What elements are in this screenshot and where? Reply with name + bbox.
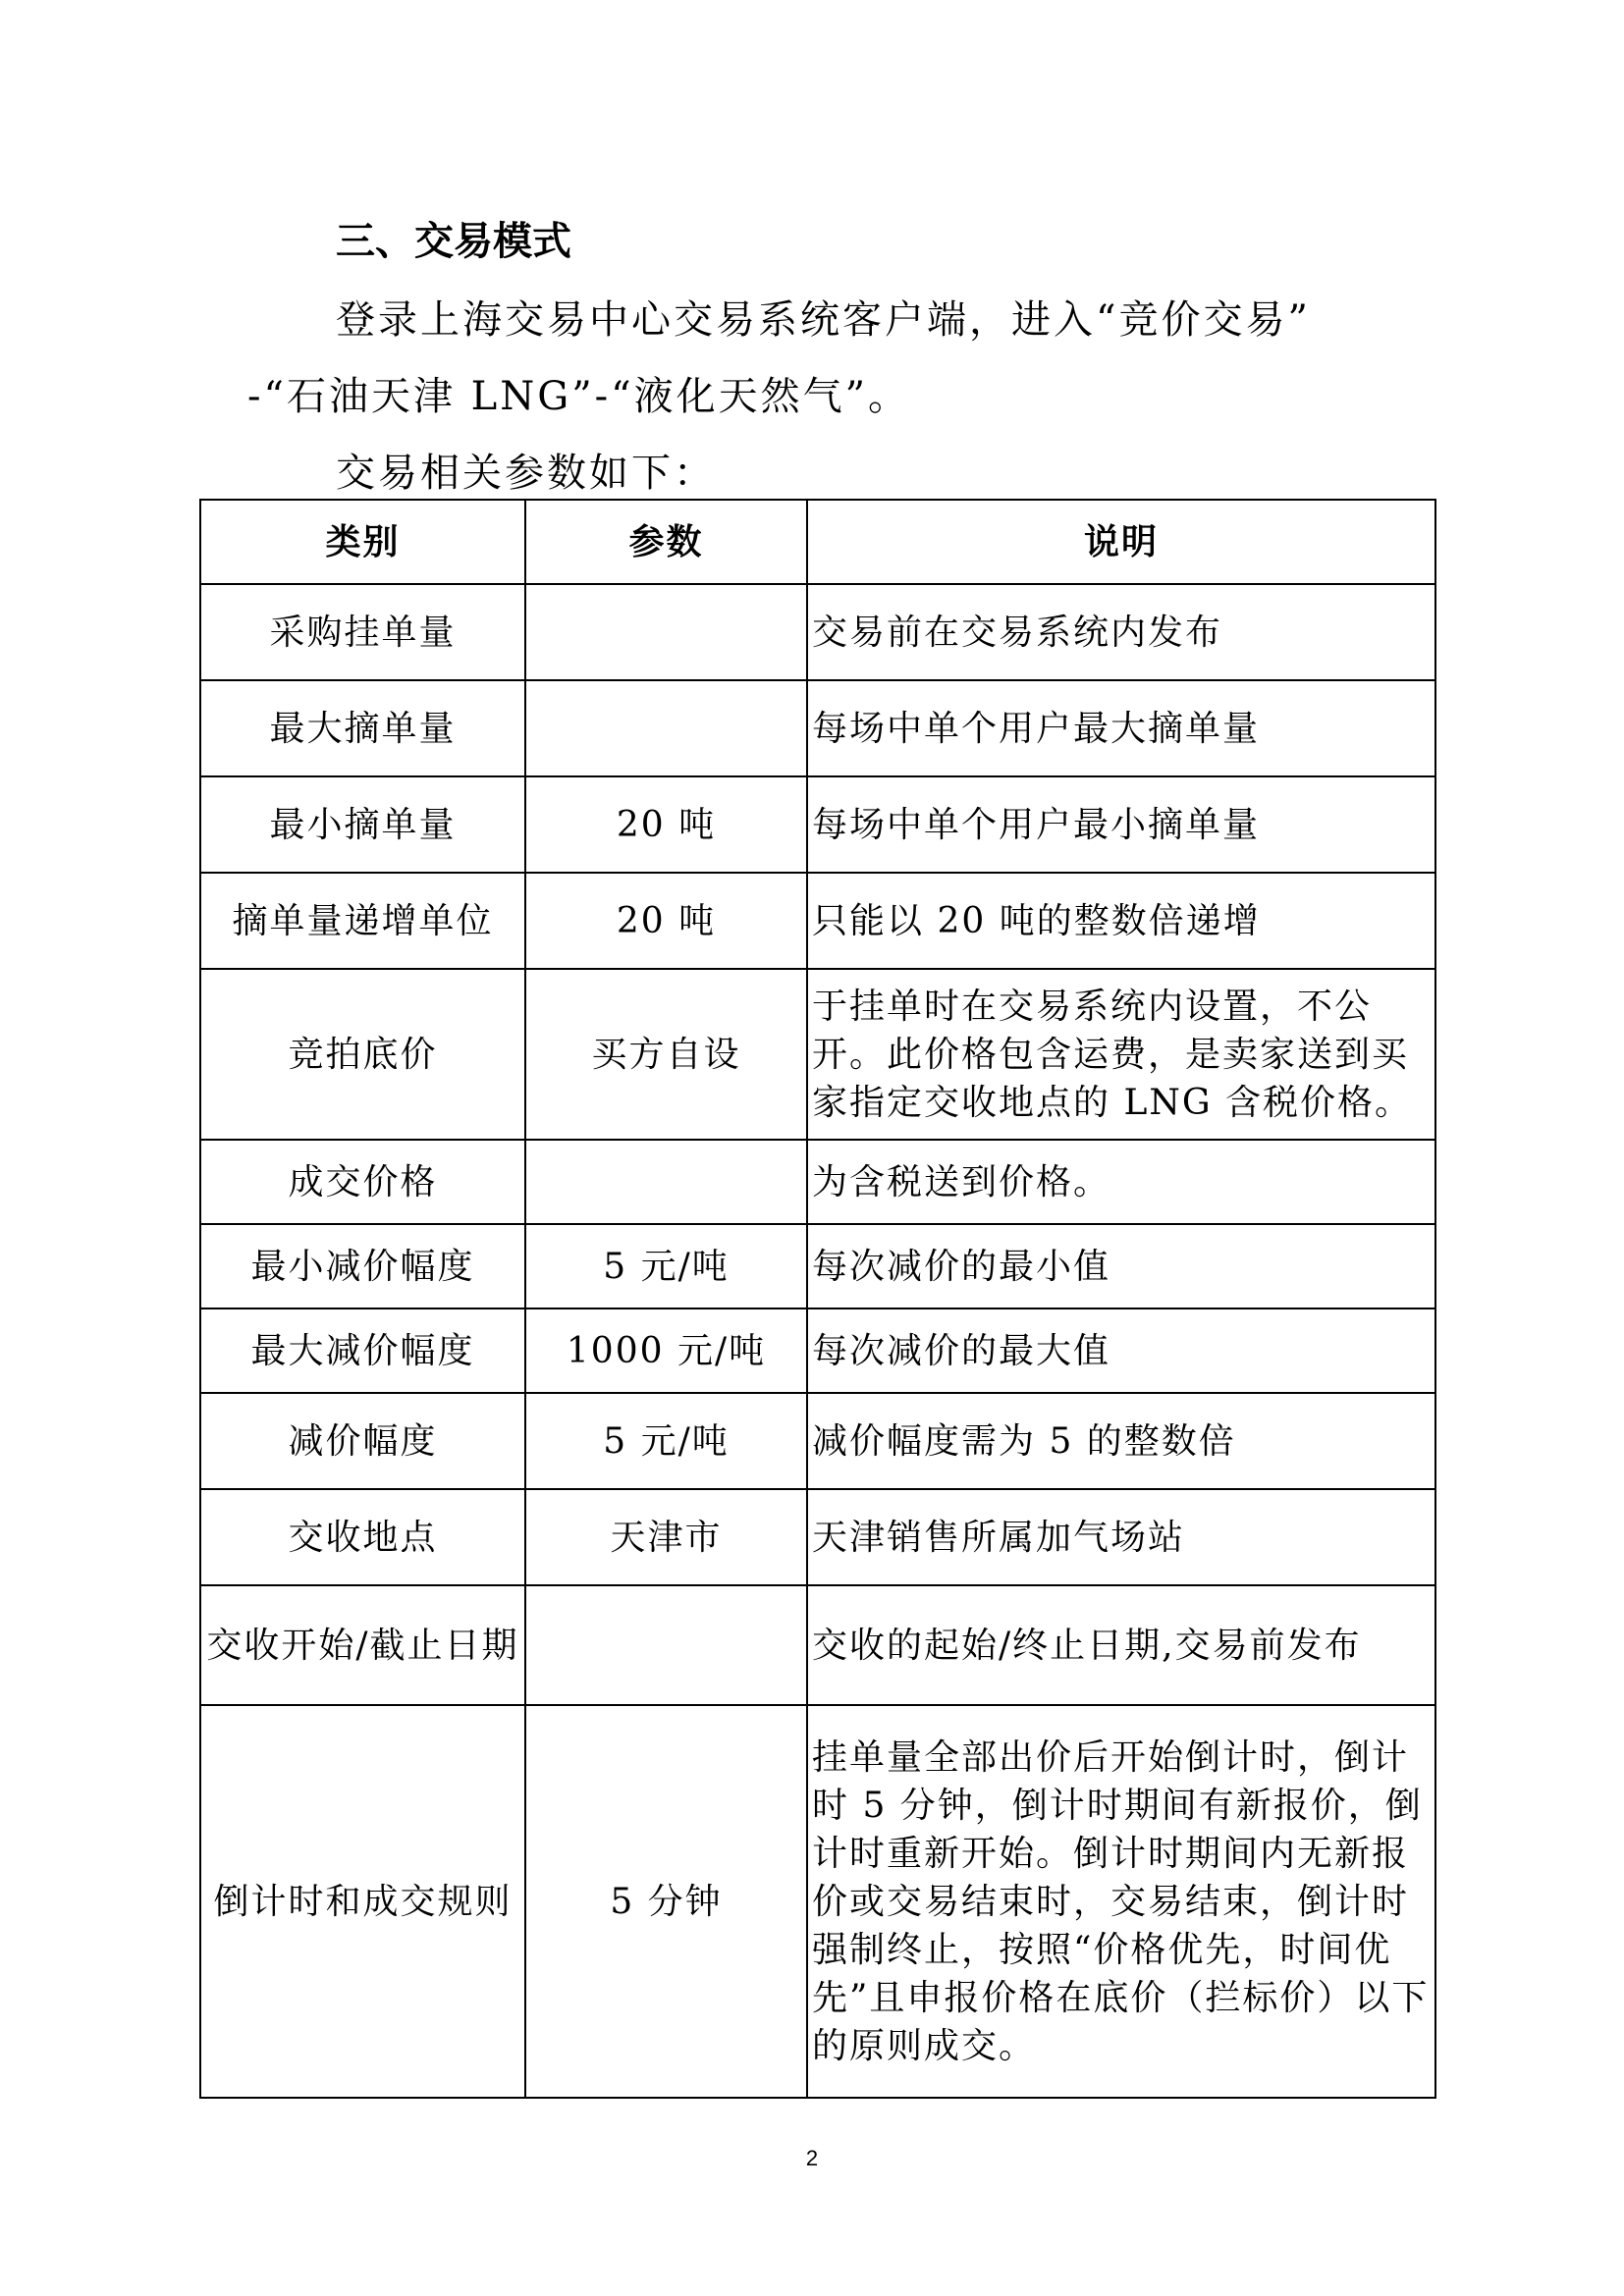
cell-category: 采购挂单量 — [200, 584, 525, 680]
cell-description: 减价幅度需为 5 的整数倍 — [807, 1393, 1435, 1489]
table-row — [200, 1489, 1435, 1585]
cell-parameter: 天津市 — [525, 1489, 807, 1585]
table-row — [200, 1140, 1435, 1224]
cell-parameter — [525, 1140, 807, 1224]
cell-parameter — [525, 584, 807, 680]
cell-description: 交易前在交易系统内发布 — [807, 584, 1435, 680]
header-category: 类别 — [200, 500, 525, 584]
cell-category: 竞拍底价 — [200, 969, 525, 1140]
table-header-row — [200, 500, 1435, 584]
cell-category: 最小摘单量 — [200, 776, 525, 873]
cell-category: 最大摘单量 — [200, 680, 525, 776]
parameters-table — [199, 499, 1436, 2099]
cell-parameter: 5 元/吨 — [525, 1224, 807, 1308]
cell-description: 每场中单个用户最大摘单量 — [807, 680, 1435, 776]
intro-paragraph-line-2: -“石油天津 LNG”-“液化天然气”。 — [247, 374, 911, 419]
table-row — [200, 1308, 1435, 1393]
cell-parameter: 1000 元/吨 — [525, 1308, 807, 1393]
cell-category: 成交价格 — [200, 1140, 525, 1224]
page-number: 2 — [805, 2146, 819, 2170]
section-heading: 三、交易模式 — [336, 219, 571, 264]
table-row — [200, 1585, 1435, 1705]
cell-category: 交收开始/截止日期 — [200, 1585, 525, 1705]
header-description: 说明 — [807, 500, 1435, 584]
table-row — [200, 873, 1435, 969]
cell-description: 为含税送到价格。 — [807, 1140, 1435, 1224]
table-row — [200, 1393, 1435, 1489]
cell-description: 每次减价的最大值 — [807, 1308, 1435, 1393]
cell-category: 最小减价幅度 — [200, 1224, 525, 1308]
cell-parameter: 买方自设 — [525, 969, 807, 1140]
intro-paragraph-line-1: 登录上海交易中心交易系统客户端，进入“竞价交易” — [336, 297, 1311, 343]
cell-category: 最大减价幅度 — [200, 1308, 525, 1393]
cell-parameter — [525, 680, 807, 776]
header-parameter: 参数 — [525, 500, 807, 584]
table-row — [200, 1705, 1435, 2098]
cell-category: 倒计时和成交规则 — [200, 1705, 525, 2098]
cell-description: 天津销售所属加气场站 — [807, 1489, 1435, 1585]
cell-parameter — [525, 1585, 807, 1705]
cell-parameter: 5 元/吨 — [525, 1393, 807, 1489]
table-row — [200, 584, 1435, 680]
cell-parameter: 20 吨 — [525, 776, 807, 873]
cell-description: 交收的起始/终止日期,交易前发布 — [807, 1585, 1435, 1705]
cell-description: 只能以 20 吨的整数倍递增 — [807, 873, 1435, 969]
table-row — [200, 776, 1435, 873]
table-row — [200, 1224, 1435, 1308]
table-row — [200, 680, 1435, 776]
cell-parameter: 20 吨 — [525, 873, 807, 969]
cell-category: 交收地点 — [200, 1489, 525, 1585]
cell-parameter: 5 分钟 — [525, 1705, 807, 2098]
cell-category: 摘单量递增单位 — [200, 873, 525, 969]
cell-description: 挂单量全部出价后开始倒计时，倒计时 5 分钟，倒计时期间有新报价，倒计时重新开始。倒计时期间内无新报价或交易结束时，交易结束，倒计时强制终止，按照“价格优先，时间优先”且申报价格在底价（拦标价）以下的原则成交。 — [807, 1705, 1435, 2098]
table-row — [200, 969, 1435, 1140]
cell-category: 减价幅度 — [200, 1393, 525, 1489]
table-intro-text: 交易相关参数如下： — [336, 451, 716, 496]
cell-description: 每场中单个用户最小摘单量 — [807, 776, 1435, 873]
cell-description: 每次减价的最小值 — [807, 1224, 1435, 1308]
cell-description: 于挂单时在交易系统内设置，不公开。此价格包含运费，是卖家送到买家指定交收地点的 LNG 含税价格。 — [807, 969, 1435, 1140]
